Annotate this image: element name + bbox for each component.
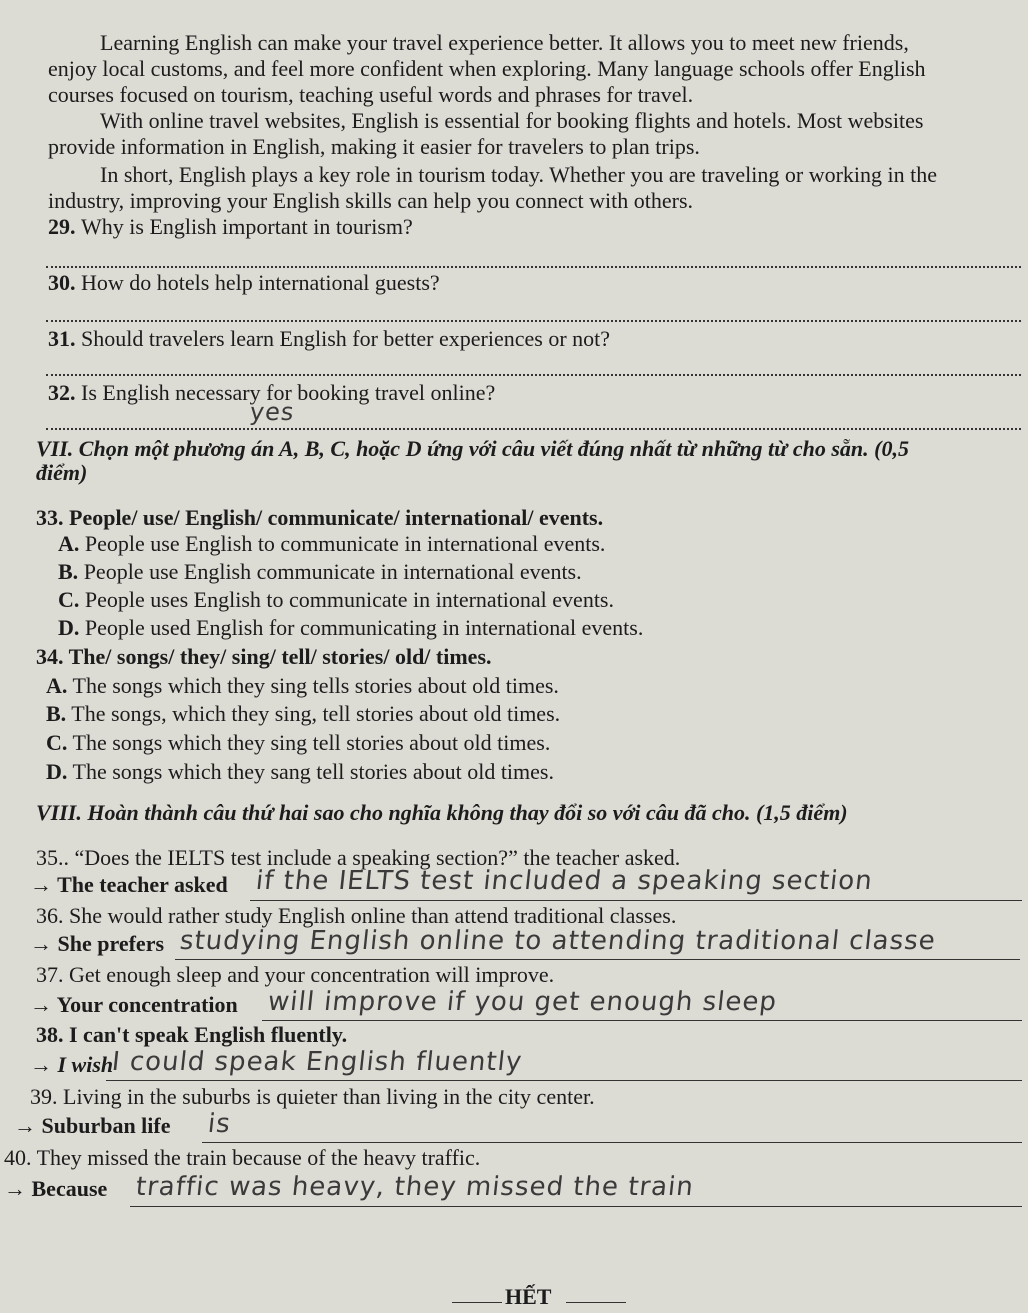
rewrite-36-prompt: 36. She would rather study English online than attend traditional classes.	[36, 903, 677, 928]
q34-option-a[interactable]: A. The songs which they sing tells stories about old times.	[46, 673, 559, 698]
rewrite-36-lead: → She prefers	[30, 931, 165, 956]
rewrite-40-prompt: 40. They missed the train because of the heavy traffic.	[4, 1145, 481, 1170]
passage-p3-line2: industry, improving your English skills can help you connect with others.	[48, 188, 694, 213]
rewrite-39-answer-line[interactable]	[202, 1142, 1022, 1143]
q33-option-b[interactable]: B. People use English communicate in international events.	[58, 559, 582, 584]
rewrite-36-answer-line[interactable]	[175, 959, 1020, 960]
passage-p2-line2: provide information in English, making it easier for travelers to plan trips.	[48, 134, 700, 159]
passage-p2-line1: With online travel websites, English is essential for booking flights and hotels. Most websites	[100, 108, 924, 133]
question-32: 32. Is English necessary for booking travel online?	[48, 380, 496, 405]
handwritten-answer-32: yes	[248, 398, 296, 426]
passage-p1-line3: courses focused on tourism, teaching useful words and phrases for travel.	[48, 82, 694, 107]
q33-option-a[interactable]: A. People use English to communicate in international events.	[58, 531, 606, 556]
rewrite-37-answer-line[interactable]	[262, 1020, 1022, 1021]
handwritten-answer-35: if the IELTS test included a speaking section	[254, 866, 875, 896]
end-marker: HẾT	[505, 1284, 552, 1309]
section-7-title-line1: VII. Chọn một phương án A, B, C, hoặc D ứng với câu viết đúng nhất từ những từ cho sẵn. (0,5	[36, 436, 909, 461]
rewrite-37-prompt: 37. Get enough sleep and your concentration will improve.	[36, 962, 555, 987]
answer-line-30[interactable]	[46, 320, 1021, 322]
rewrite-38-answer-line[interactable]	[106, 1080, 1022, 1081]
question-31: 31. Should travelers learn English for better experiences or not?	[48, 326, 611, 351]
rewrite-40-answer-line[interactable]	[130, 1206, 1022, 1207]
question-29: 29. Why is English important in tourism?	[48, 214, 413, 239]
question-33-stem: 33. People/ use/ English/ communicate/ international/ events.	[36, 505, 604, 530]
rewrite-37-lead: → Your concentration	[30, 992, 238, 1017]
question-34-stem: 34. The/ songs/ they/ sing/ tell/ stories/ old/ times.	[36, 644, 492, 669]
answer-line-32[interactable]	[46, 428, 1021, 430]
rewrite-38-lead: → I wish	[30, 1052, 114, 1077]
rewrite-35-answer-line[interactable]	[250, 900, 1022, 901]
handwritten-answer-37: will improve if you get enough sleep	[266, 987, 779, 1017]
passage-p1-line2: enjoy local customs, and feel more confident when exploring. Many language schools offer English	[48, 56, 926, 81]
q34-option-c[interactable]: C. The songs which they sing tell stories about old times.	[46, 730, 551, 755]
passage-p1-line1: Learning English can make your travel experience better. It allows you to meet new friends,	[100, 30, 909, 55]
rewrite-35-prompt: 35.. “Does the IELTS test include a speaking section?” the teacher asked.	[36, 845, 681, 870]
footer-rule-left	[452, 1302, 502, 1303]
q33-option-d[interactable]: D. People used English for communicating in international events.	[58, 615, 644, 640]
rewrite-38-prompt: 38. I can't speak English fluently.	[36, 1022, 348, 1047]
handwritten-answer-39: is	[206, 1109, 233, 1139]
q34-option-d[interactable]: D. The songs which they sang tell stories about old times.	[46, 759, 554, 784]
q34-option-b[interactable]: B. The songs, which they sing, tell stories about old times.	[46, 701, 561, 726]
answer-line-29[interactable]	[46, 266, 1021, 268]
rewrite-39-prompt: 39. Living in the suburbs is quieter than living in the city center.	[30, 1084, 595, 1109]
question-30: 30. How do hotels help international guests?	[48, 270, 440, 295]
section-7-title-line2: điểm)	[36, 460, 88, 485]
handwritten-answer-38: I could speak English fluently	[110, 1047, 524, 1077]
section-8-title: VIII. Hoàn thành câu thứ hai sao cho nghĩa không thay đổi so với câu đã cho. (1,5 điểm)	[36, 800, 848, 825]
footer-rule-right	[566, 1302, 626, 1303]
rewrite-35-lead: → The teacher asked	[30, 872, 228, 897]
handwritten-answer-36: studying English online to attending traditional classe	[178, 926, 938, 956]
answer-line-31[interactable]	[46, 374, 1021, 376]
rewrite-39-lead: → Suburban life	[14, 1113, 171, 1138]
handwritten-answer-40: traffic was heavy, they missed the train	[134, 1172, 696, 1202]
q33-option-c[interactable]: C. People uses English to communicate in international events.	[58, 587, 614, 612]
rewrite-40-lead: → Because	[4, 1176, 108, 1201]
passage-p3-line1: In short, English plays a key role in tourism today. Whether you are traveling or working in the	[100, 162, 938, 187]
